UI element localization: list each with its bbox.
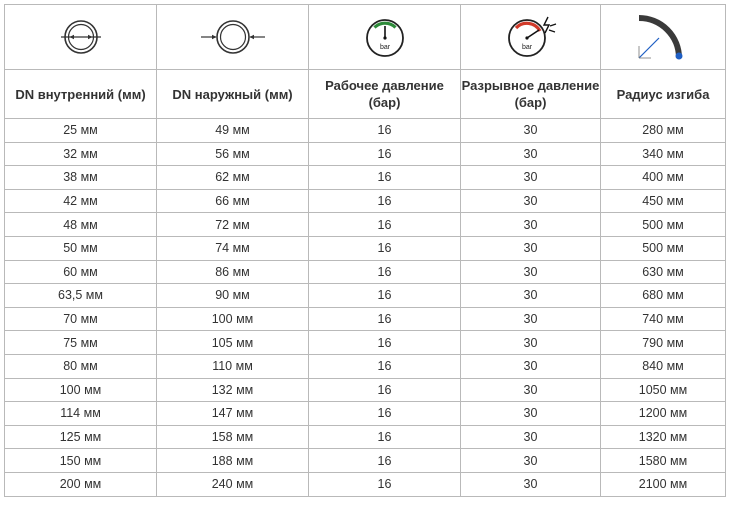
spec-table-container: [4, 4, 726, 497]
bend-radius-cell: 340 мм: [601, 142, 726, 166]
header-row: [5, 70, 726, 119]
burst-pressure-cell: 30: [461, 425, 601, 449]
burst-pressure-cell: 30: [461, 331, 601, 355]
header-inner-diameter: DN внутренний (мм): [5, 70, 157, 119]
bend-radius-cell: 280 мм: [601, 119, 726, 143]
table-row: [5, 425, 726, 449]
outer-diameter-cell: 66 мм: [157, 189, 309, 213]
outer-diameter-cell: 90 мм: [157, 284, 309, 308]
bend-radius-icon-cell: [601, 5, 726, 70]
bend-radius-cell: 500 мм: [601, 236, 726, 260]
bend-radius-cell: 2100 мм: [601, 472, 726, 496]
working-pressure-icon: [360, 14, 410, 60]
working-pressure-cell: 16: [309, 166, 461, 190]
outer-diameter-cell: 49 мм: [157, 119, 309, 143]
bend-radius-cell: 450 мм: [601, 189, 726, 213]
working-pressure-cell: 16: [309, 236, 461, 260]
table-row: [5, 284, 726, 308]
header-working-pressure: Рабочее давление (бар): [309, 70, 461, 119]
working-pressure-cell: 16: [309, 119, 461, 143]
inner-diameter-cell: 60 мм: [5, 260, 157, 284]
table-row: [5, 307, 726, 331]
inner-diameter-cell: 80 мм: [5, 354, 157, 378]
table-row: [5, 166, 726, 190]
table-row: [5, 449, 726, 473]
working-pressure-cell: 16: [309, 307, 461, 331]
burst-pressure-cell: 30: [461, 449, 601, 473]
table-row: [5, 354, 726, 378]
inner-diameter-cell: 75 мм: [5, 331, 157, 355]
table-row: [5, 472, 726, 496]
bend-radius-cell: 630 мм: [601, 260, 726, 284]
outer-diameter-cell: 72 мм: [157, 213, 309, 237]
inner-diameter-cell: 48 мм: [5, 213, 157, 237]
inner-diameter-icon: [51, 17, 111, 57]
outer-diameter-cell: 86 мм: [157, 260, 309, 284]
outer-diameter-cell: 100 мм: [157, 307, 309, 331]
working-pressure-unit: bar: [379, 44, 390, 51]
table-body: [5, 119, 726, 497]
inner-diameter-cell: 125 мм: [5, 425, 157, 449]
bend-radius-cell: 1200 мм: [601, 402, 726, 426]
burst-pressure-unit: bar: [521, 44, 532, 51]
outer-diameter-cell: 147 мм: [157, 402, 309, 426]
working-pressure-cell: 16: [309, 472, 461, 496]
outer-diameter-icon-cell: [157, 5, 309, 70]
table-row: [5, 213, 726, 237]
burst-pressure-cell: 30: [461, 378, 601, 402]
burst-pressure-cell: 30: [461, 472, 601, 496]
burst-pressure-icon-cell: [461, 5, 601, 70]
bend-radius-cell: 1050 мм: [601, 378, 726, 402]
table-row: [5, 378, 726, 402]
burst-pressure-cell: 30: [461, 284, 601, 308]
outer-diameter-cell: 56 мм: [157, 142, 309, 166]
outer-diameter-cell: 74 мм: [157, 236, 309, 260]
bend-radius-cell: 740 мм: [601, 307, 726, 331]
bend-radius-cell: 790 мм: [601, 331, 726, 355]
inner-diameter-cell: 200 мм: [5, 472, 157, 496]
outer-diameter-cell: 110 мм: [157, 354, 309, 378]
bend-radius-cell: 400 мм: [601, 166, 726, 190]
burst-pressure-cell: 30: [461, 402, 601, 426]
table-row: [5, 402, 726, 426]
inner-diameter-icon-cell: [5, 5, 157, 70]
inner-diameter-cell: 63,5 мм: [5, 284, 157, 308]
working-pressure-cell: 16: [309, 142, 461, 166]
bend-radius-cell: 680 мм: [601, 284, 726, 308]
burst-pressure-cell: 30: [461, 166, 601, 190]
table-row: [5, 260, 726, 284]
table-row: [5, 236, 726, 260]
working-pressure-cell: 16: [309, 213, 461, 237]
burst-pressure-cell: 30: [461, 189, 601, 213]
bend-radius-cell: 500 мм: [601, 213, 726, 237]
table-row: [5, 119, 726, 143]
header-burst-pressure: Разрывное давление (бар): [461, 70, 601, 119]
working-pressure-icon-cell: [309, 5, 461, 70]
burst-pressure-cell: 30: [461, 354, 601, 378]
burst-pressure-cell: 30: [461, 307, 601, 331]
outer-diameter-cell: 105 мм: [157, 331, 309, 355]
header-bend-radius: Радиус изгиба: [601, 70, 726, 119]
bend-radius-cell: 1580 мм: [601, 449, 726, 473]
bend-radius-icon: [633, 12, 693, 62]
hose-spec-table: [4, 4, 726, 497]
inner-diameter-cell: 100 мм: [5, 378, 157, 402]
table-row: [5, 189, 726, 213]
bend-radius-cell: 840 мм: [601, 354, 726, 378]
burst-pressure-cell: 30: [461, 213, 601, 237]
inner-diameter-cell: 42 мм: [5, 189, 157, 213]
working-pressure-cell: 16: [309, 331, 461, 355]
inner-diameter-cell: 25 мм: [5, 119, 157, 143]
working-pressure-cell: 16: [309, 284, 461, 308]
outer-diameter-icon: [197, 17, 269, 57]
outer-diameter-cell: 158 мм: [157, 425, 309, 449]
burst-pressure-cell: 30: [461, 260, 601, 284]
table-row: [5, 142, 726, 166]
working-pressure-cell: 16: [309, 425, 461, 449]
working-pressure-cell: 16: [309, 378, 461, 402]
inner-diameter-cell: 70 мм: [5, 307, 157, 331]
working-pressure-cell: 16: [309, 449, 461, 473]
inner-diameter-cell: 114 мм: [5, 402, 157, 426]
inner-diameter-cell: 50 мм: [5, 236, 157, 260]
outer-diameter-cell: 62 мм: [157, 166, 309, 190]
icon-row: [5, 5, 726, 70]
working-pressure-cell: 16: [309, 260, 461, 284]
working-pressure-cell: 16: [309, 402, 461, 426]
outer-diameter-cell: 132 мм: [157, 378, 309, 402]
inner-diameter-cell: 38 мм: [5, 166, 157, 190]
working-pressure-cell: 16: [309, 354, 461, 378]
outer-diameter-cell: 240 мм: [157, 472, 309, 496]
inner-diameter-cell: 150 мм: [5, 449, 157, 473]
working-pressure-cell: 16: [309, 189, 461, 213]
inner-diameter-cell: 32 мм: [5, 142, 157, 166]
burst-pressure-cell: 30: [461, 119, 601, 143]
table-row: [5, 331, 726, 355]
header-outer-diameter: DN наружный (мм): [157, 70, 309, 119]
outer-diameter-cell: 188 мм: [157, 449, 309, 473]
burst-pressure-cell: 30: [461, 142, 601, 166]
burst-pressure-icon: [501, 14, 561, 60]
burst-pressure-cell: 30: [461, 236, 601, 260]
bend-radius-cell: 1320 мм: [601, 425, 726, 449]
